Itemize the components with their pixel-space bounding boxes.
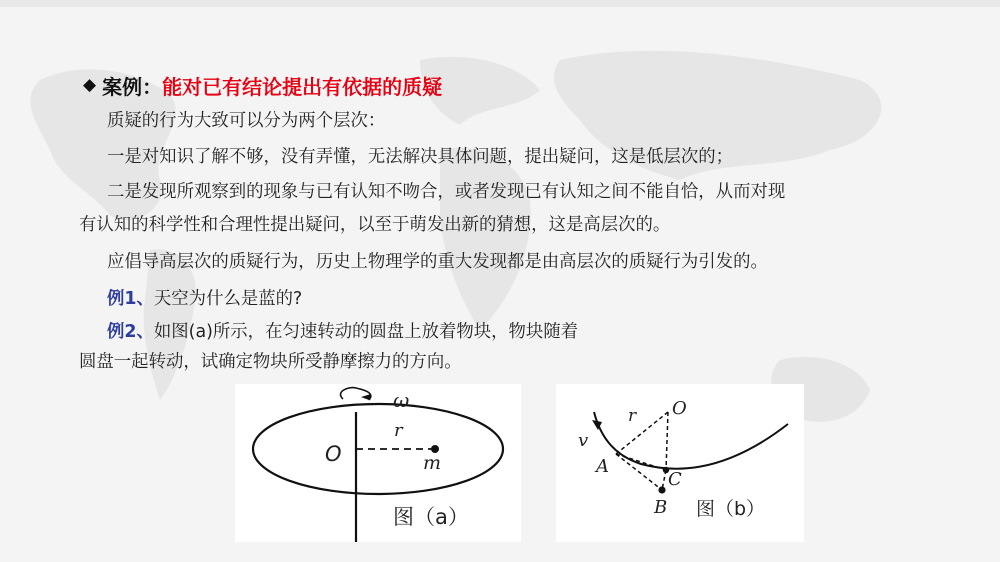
- diamond-bullet-icon: ◆: [83, 75, 97, 95]
- example-2-text-line1: 如图(a)所示，在匀速转动的圆盘上放着物块，物块随着: [153, 322, 579, 342]
- heading-title: 能对已有结论提出有依据的质疑: [162, 74, 443, 99]
- figure-a-r-label: r: [394, 420, 403, 441]
- figure-b-o-label: O: [672, 398, 687, 419]
- figure-b-a-label: A: [596, 456, 609, 477]
- paragraph-intro: 质疑的行为大致可以分为两个层次：: [107, 111, 386, 131]
- figure-a-omega-label: ω: [393, 388, 410, 412]
- example-2-text-line2: 圆盘一起转动，试确定物块所受静摩擦力的方向。: [79, 352, 462, 372]
- paragraph-advocate: 应倡导高层次的质疑行为，历史上物理学的重大发现都是由高层次的质疑行为引发的。: [107, 252, 768, 272]
- figure-b-b-label: B: [654, 497, 668, 518]
- figure-b-v-label: v: [578, 430, 589, 451]
- figure-a: [235, 384, 521, 542]
- figure-a-caption: 图（a）: [393, 505, 469, 529]
- figure-a-o-label: O: [325, 442, 342, 466]
- figure-b-c-label: C: [668, 469, 682, 490]
- example-1-label: 例1、: [107, 289, 154, 309]
- example-1-text: 天空为什么是蓝的?: [153, 289, 303, 309]
- paragraph-low-level: 一是对知识了解不够，没有弄懂，无法解决具体问题，提出疑问，这是低层次的；: [107, 147, 734, 167]
- figure-a-diagram: [235, 384, 521, 542]
- figure-b-r-label: r: [628, 406, 637, 426]
- paragraph-high-level-2: 有认知的科学性和合理性提出疑问，以至于萌发出新的猜想，这是高层次的。: [79, 215, 671, 235]
- paragraph-high-level-1: 二是发现所观察到的现象与已有认知不吻合，或者发现已有认知之间不能自恰，从而对现: [107, 182, 786, 202]
- example-1: [107, 287, 302, 311]
- example-2: [107, 320, 578, 344]
- example-2-label: 例2、: [107, 322, 154, 342]
- slide-heading: [83, 70, 442, 100]
- figure-b: [556, 384, 804, 542]
- figure-a-m-label: m: [423, 452, 442, 474]
- heading-label: 案例：: [102, 74, 163, 99]
- top-bar: [0, 0, 1000, 7]
- figure-b-caption: 图（b）: [696, 498, 766, 520]
